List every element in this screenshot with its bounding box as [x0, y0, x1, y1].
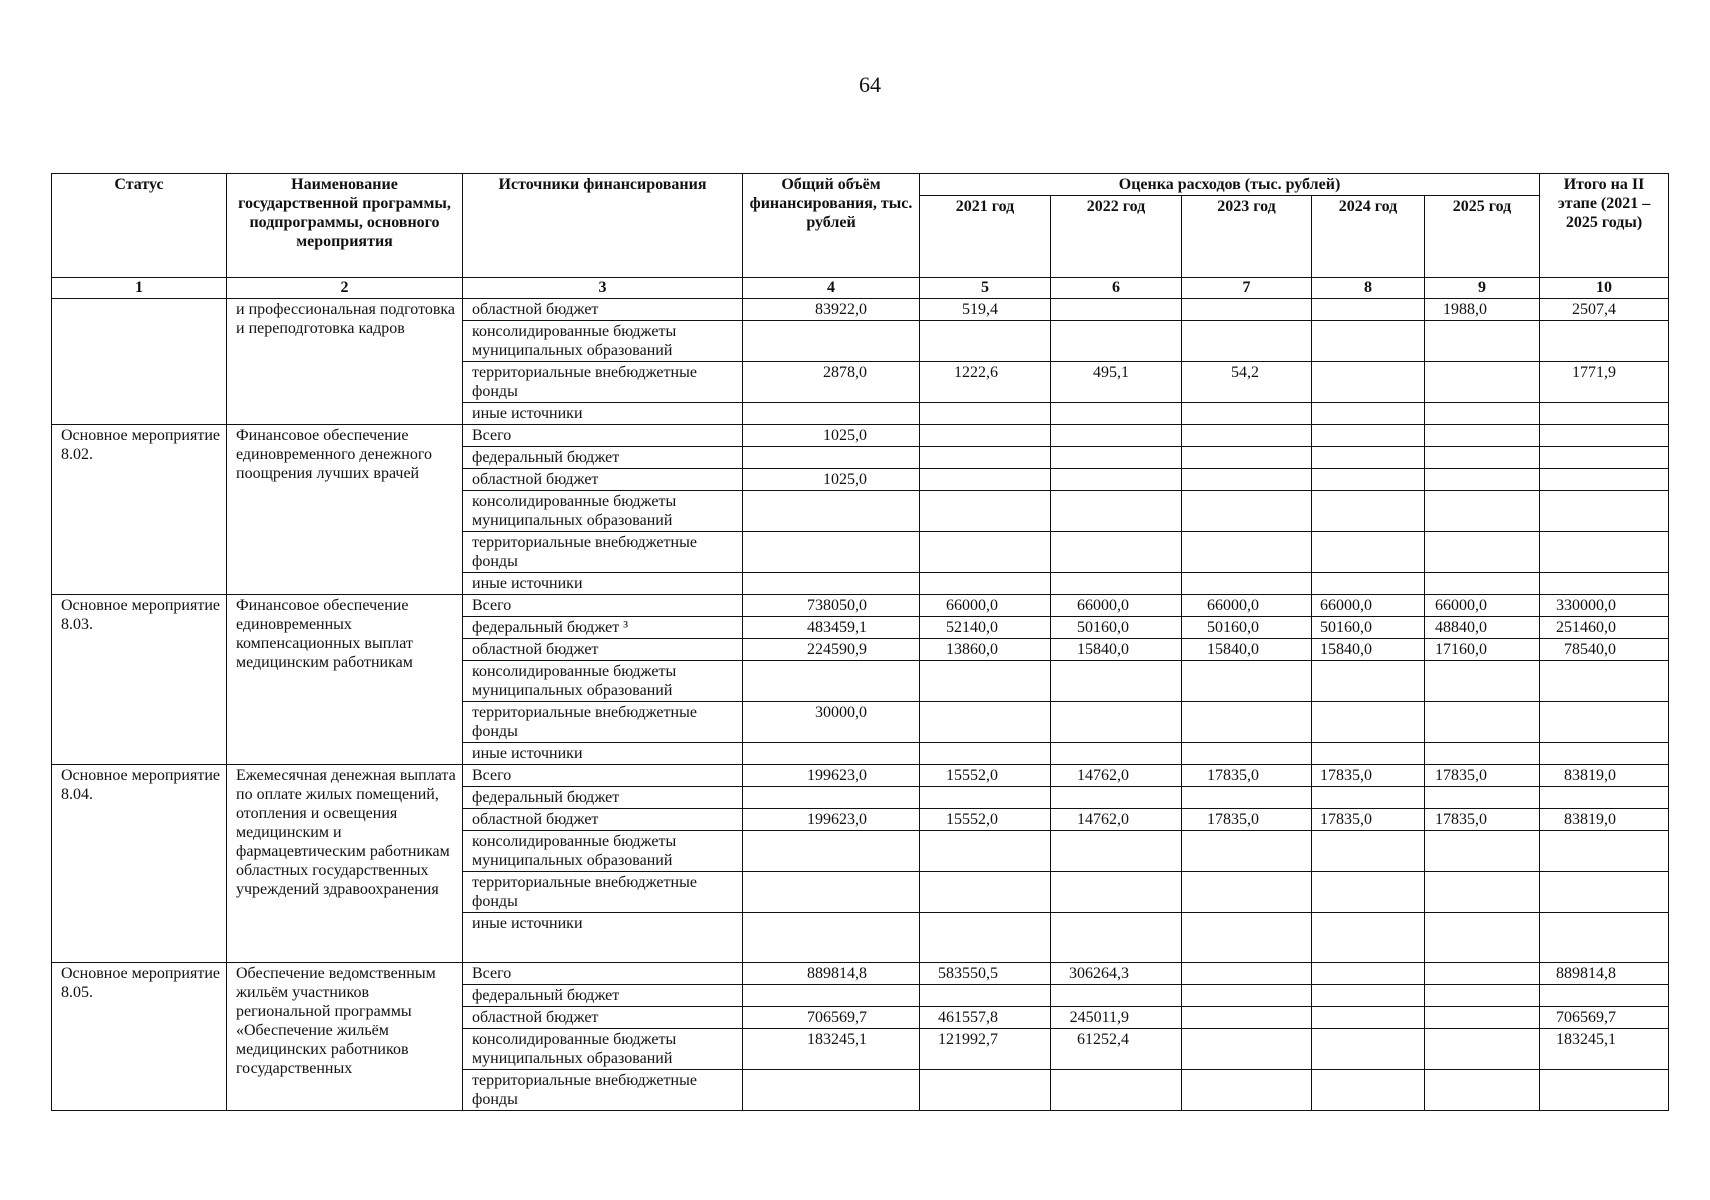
- amount-cell-y2025: [1425, 985, 1540, 1007]
- amount-cell-y2021: [920, 469, 1051, 491]
- amount-cell-y2023: [1182, 787, 1312, 809]
- funding-source-cell: областной бюджет: [463, 639, 743, 661]
- amount-cell-stage: 251460,0: [1540, 617, 1669, 639]
- amount-cell-y2025: [1425, 1070, 1540, 1111]
- amount-cell-y2022: [1051, 321, 1182, 362]
- amount-cell-y2024: [1312, 447, 1425, 469]
- amount-cell-y2024: [1312, 532, 1425, 573]
- amount-cell-y2023: [1182, 985, 1312, 1007]
- amount-cell-stage: 1771,9: [1540, 362, 1669, 403]
- amount-cell-y2023: 50160,0: [1182, 617, 1312, 639]
- amount-cell-stage: 706569,7: [1540, 1007, 1669, 1029]
- amount-cell-y2023: [1182, 469, 1312, 491]
- status-cell: [52, 299, 227, 425]
- amount-cell-y2024: 15840,0: [1312, 639, 1425, 661]
- funding-source-cell: Всего: [463, 425, 743, 447]
- amount-cell-stage: [1540, 1070, 1669, 1111]
- amount-cell-y2025: 17835,0: [1425, 809, 1540, 831]
- amount-cell-y2021: 66000,0: [920, 595, 1051, 617]
- program-name-cell: Финансовое обеспечение единовременного денежного поощрения лучших врачей: [227, 425, 463, 595]
- amount-cell-y2025: [1425, 913, 1540, 963]
- amount-cell-total: 183245,1: [743, 1029, 920, 1070]
- amount-cell-stage: [1540, 913, 1669, 963]
- funding-source-cell: областной бюджет: [463, 809, 743, 831]
- amount-cell-y2021: 519,4: [920, 299, 1051, 321]
- amount-cell-total: [743, 787, 920, 809]
- amount-cell-y2021: 461557,8: [920, 1007, 1051, 1029]
- amount-cell-y2022: [1051, 661, 1182, 702]
- amount-cell-stage: 183245,1: [1540, 1029, 1669, 1070]
- amount-cell-y2024: [1312, 831, 1425, 872]
- amount-cell-y2024: [1312, 963, 1425, 985]
- funding-source-cell: консолидированные бюджеты муниципальных образований: [463, 491, 743, 532]
- amount-cell-y2024: [1312, 1029, 1425, 1070]
- amount-cell-y2024: [1312, 913, 1425, 963]
- amount-cell-y2025: [1425, 872, 1540, 913]
- amount-cell-total: [743, 1070, 920, 1111]
- amount-cell-y2021: [920, 447, 1051, 469]
- amount-cell-y2021: [920, 661, 1051, 702]
- program-name-cell: Обеспечение ведомственным жильём участников региональной программы «Обеспечение жильём медицинских работников государственных: [227, 963, 463, 1111]
- amount-cell-y2025: [1425, 447, 1540, 469]
- amount-cell-y2024: [1312, 403, 1425, 425]
- amount-cell-stage: 889814,8: [1540, 963, 1669, 985]
- column-number: 4: [743, 278, 920, 299]
- amount-cell-y2023: [1182, 403, 1312, 425]
- amount-cell-y2023: [1182, 447, 1312, 469]
- status-cell: Основное мероприятие 8.03.: [52, 595, 227, 765]
- amount-cell-stage: [1540, 447, 1669, 469]
- amount-cell-y2025: [1425, 532, 1540, 573]
- amount-cell-y2024: [1312, 299, 1425, 321]
- amount-cell-y2022: [1051, 425, 1182, 447]
- header-total-volume: Общий объём финансирования, тыс. рублей: [743, 174, 920, 278]
- amount-cell-y2023: 17835,0: [1182, 809, 1312, 831]
- amount-cell-y2025: 17160,0: [1425, 639, 1540, 661]
- header-estimate: Оценка расходов (тыс. рублей): [920, 174, 1540, 196]
- amount-cell-y2022: [1051, 403, 1182, 425]
- amount-cell-y2021: [920, 403, 1051, 425]
- amount-cell-total: [743, 913, 920, 963]
- header-year-2023: 2023 год: [1182, 196, 1312, 278]
- amount-cell-y2023: [1182, 321, 1312, 362]
- amount-cell-y2022: 15840,0: [1051, 639, 1182, 661]
- amount-cell-y2021: [920, 985, 1051, 1007]
- amount-cell-y2024: 66000,0: [1312, 595, 1425, 617]
- amount-cell-y2023: [1182, 425, 1312, 447]
- amount-cell-y2021: 13860,0: [920, 639, 1051, 661]
- amount-cell-total: 706569,7: [743, 1007, 920, 1029]
- amount-cell-y2022: [1051, 787, 1182, 809]
- amount-cell-y2022: 495,1: [1051, 362, 1182, 403]
- amount-cell-stage: [1540, 985, 1669, 1007]
- status-cell: Основное мероприятие 8.04.: [52, 765, 227, 963]
- amount-cell-y2022: 306264,3: [1051, 963, 1182, 985]
- header-sources: Источники финансирования: [463, 174, 743, 278]
- amount-cell-y2022: [1051, 743, 1182, 765]
- amount-cell-y2025: [1425, 831, 1540, 872]
- amount-cell-y2022: 66000,0: [1051, 595, 1182, 617]
- amount-cell-total: 30000,0: [743, 702, 920, 743]
- table-row: [52, 595, 1669, 617]
- amount-cell-stage: 83819,0: [1540, 809, 1669, 831]
- amount-cell-y2024: [1312, 321, 1425, 362]
- amount-cell-y2025: 1988,0: [1425, 299, 1540, 321]
- program-name-cell: Ежемесячная денежная выплата по оплате жилых помещений, отопления и освещения медицинским и фармацевтическим работникам областных государственных учреждений здравоохранения: [227, 765, 463, 963]
- amount-cell-y2024: [1312, 1007, 1425, 1029]
- amount-cell-total: 483459,1: [743, 617, 920, 639]
- amount-cell-y2021: 15552,0: [920, 809, 1051, 831]
- funding-source-cell: территориальные внебюджетные фонды: [463, 872, 743, 913]
- amount-cell-y2025: [1425, 321, 1540, 362]
- amount-cell-y2023: 54,2: [1182, 362, 1312, 403]
- amount-cell-y2024: [1312, 573, 1425, 595]
- amount-cell-y2024: [1312, 491, 1425, 532]
- amount-cell-y2021: [920, 532, 1051, 573]
- funding-source-cell: областной бюджет: [463, 469, 743, 491]
- amount-cell-y2022: [1051, 872, 1182, 913]
- amount-cell-y2025: [1425, 661, 1540, 702]
- funding-source-cell: областной бюджет: [463, 1007, 743, 1029]
- amount-cell-y2025: [1425, 491, 1540, 532]
- amount-cell-y2024: [1312, 1070, 1425, 1111]
- amount-cell-stage: 78540,0: [1540, 639, 1669, 661]
- amount-cell-y2021: [920, 1070, 1051, 1111]
- amount-cell-total: [743, 573, 920, 595]
- amount-cell-y2025: 66000,0: [1425, 595, 1540, 617]
- amount-cell-y2021: 15552,0: [920, 765, 1051, 787]
- amount-cell-total: [743, 321, 920, 362]
- amount-cell-y2023: 66000,0: [1182, 595, 1312, 617]
- amount-cell-stage: [1540, 469, 1669, 491]
- column-number: 9: [1425, 278, 1540, 299]
- amount-cell-total: [743, 743, 920, 765]
- amount-cell-y2025: [1425, 1007, 1540, 1029]
- amount-cell-y2021: [920, 321, 1051, 362]
- column-number: 7: [1182, 278, 1312, 299]
- amount-cell-stage: [1540, 743, 1669, 765]
- funding-source-cell: иные источники: [463, 743, 743, 765]
- amount-cell-y2025: [1425, 425, 1540, 447]
- amount-cell-y2023: [1182, 1007, 1312, 1029]
- amount-cell-stage: 83819,0: [1540, 765, 1669, 787]
- amount-cell-total: [743, 403, 920, 425]
- amount-cell-total: 2878,0: [743, 362, 920, 403]
- amount-cell-y2022: 245011,9: [1051, 1007, 1182, 1029]
- amount-cell-stage: [1540, 573, 1669, 595]
- amount-cell-y2025: [1425, 702, 1540, 743]
- amount-cell-y2021: [920, 831, 1051, 872]
- amount-cell-total: [743, 661, 920, 702]
- funding-source-cell: территориальные внебюджетные фонды: [463, 362, 743, 403]
- amount-cell-y2021: [920, 872, 1051, 913]
- amount-cell-y2024: 17835,0: [1312, 809, 1425, 831]
- table-row: [52, 765, 1669, 787]
- amount-cell-y2024: 17835,0: [1312, 765, 1425, 787]
- amount-cell-y2021: [920, 425, 1051, 447]
- amount-cell-y2021: [920, 913, 1051, 963]
- amount-cell-total: 1025,0: [743, 425, 920, 447]
- amount-cell-y2025: 17835,0: [1425, 765, 1540, 787]
- funding-source-cell: территориальные внебюджетные фонды: [463, 702, 743, 743]
- amount-cell-y2023: [1182, 1029, 1312, 1070]
- amount-cell-y2025: [1425, 362, 1540, 403]
- amount-cell-y2022: [1051, 1070, 1182, 1111]
- amount-cell-y2024: [1312, 661, 1425, 702]
- column-number: 5: [920, 278, 1051, 299]
- amount-cell-stage: [1540, 661, 1669, 702]
- column-number: 10: [1540, 278, 1669, 299]
- funding-source-cell: консолидированные бюджеты муниципальных образований: [463, 661, 743, 702]
- amount-cell-y2025: [1425, 469, 1540, 491]
- funding-source-cell: областной бюджет: [463, 299, 743, 321]
- amount-cell-y2023: [1182, 872, 1312, 913]
- amount-cell-y2023: [1182, 1070, 1312, 1111]
- amount-cell-total: [743, 831, 920, 872]
- budget-table: [51, 173, 1669, 1111]
- table-row: [52, 299, 1669, 321]
- amount-cell-y2023: [1182, 532, 1312, 573]
- amount-cell-stage: [1540, 403, 1669, 425]
- amount-cell-y2023: [1182, 702, 1312, 743]
- amount-cell-y2021: 52140,0: [920, 617, 1051, 639]
- header-year-2024: 2024 год: [1312, 196, 1425, 278]
- amount-cell-y2022: [1051, 573, 1182, 595]
- amount-cell-y2023: 15840,0: [1182, 639, 1312, 661]
- amount-cell-y2023: 17835,0: [1182, 765, 1312, 787]
- funding-source-cell: федеральный бюджет: [463, 447, 743, 469]
- amount-cell-stage: [1540, 787, 1669, 809]
- amount-cell-y2021: 583550,5: [920, 963, 1051, 985]
- amount-cell-y2024: [1312, 787, 1425, 809]
- amount-cell-y2024: [1312, 362, 1425, 403]
- amount-cell-y2024: [1312, 469, 1425, 491]
- amount-cell-y2021: [920, 573, 1051, 595]
- amount-cell-y2021: [920, 491, 1051, 532]
- amount-cell-y2023: [1182, 913, 1312, 963]
- amount-cell-y2022: [1051, 469, 1182, 491]
- amount-cell-y2025: [1425, 787, 1540, 809]
- amount-cell-y2024: [1312, 743, 1425, 765]
- header-name: Наименование государственной программы, подпрограммы, основного мероприятия: [227, 174, 463, 278]
- funding-source-cell: иные источники: [463, 403, 743, 425]
- amount-cell-y2025: [1425, 403, 1540, 425]
- funding-source-cell: федеральный бюджет: [463, 787, 743, 809]
- amount-cell-stage: [1540, 872, 1669, 913]
- funding-source-cell: федеральный бюджет: [463, 985, 743, 1007]
- amount-cell-total: [743, 447, 920, 469]
- header-year-2022: 2022 год: [1051, 196, 1182, 278]
- page-number: 64: [859, 72, 881, 97]
- funding-source-cell: территориальные внебюджетные фонды: [463, 532, 743, 573]
- funding-source-cell: Всего: [463, 963, 743, 985]
- column-number: 3: [463, 278, 743, 299]
- amount-cell-total: 889814,8: [743, 963, 920, 985]
- amount-cell-y2022: [1051, 913, 1182, 963]
- funding-source-cell: федеральный бюджет ³: [463, 617, 743, 639]
- funding-source-cell: Всего: [463, 595, 743, 617]
- amount-cell-y2022: 50160,0: [1051, 617, 1182, 639]
- amount-cell-y2023: [1182, 491, 1312, 532]
- amount-cell-y2023: [1182, 963, 1312, 985]
- amount-cell-y2021: [920, 787, 1051, 809]
- amount-cell-y2021: 121992,7: [920, 1029, 1051, 1070]
- amount-cell-y2025: [1425, 743, 1540, 765]
- program-name-cell: и профессиональная подготовка и переподготовка кадров: [227, 299, 463, 425]
- funding-source-cell: иные источники: [463, 913, 743, 963]
- amount-cell-y2023: [1182, 661, 1312, 702]
- status-cell: Основное мероприятие 8.02.: [52, 425, 227, 595]
- amount-cell-total: 224590,9: [743, 639, 920, 661]
- amount-cell-y2024: [1312, 702, 1425, 743]
- amount-cell-y2022: [1051, 491, 1182, 532]
- amount-cell-y2022: 61252,4: [1051, 1029, 1182, 1070]
- amount-cell-y2025: [1425, 1029, 1540, 1070]
- amount-cell-y2024: [1312, 872, 1425, 913]
- header-year-2021: 2021 год: [920, 196, 1051, 278]
- amount-cell-y2022: [1051, 447, 1182, 469]
- funding-source-cell: консолидированные бюджеты муниципальных образований: [463, 831, 743, 872]
- amount-cell-stage: 330000,0: [1540, 595, 1669, 617]
- amount-cell-y2025: [1425, 963, 1540, 985]
- amount-cell-stage: [1540, 491, 1669, 532]
- amount-cell-y2022: 14762,0: [1051, 765, 1182, 787]
- amount-cell-total: [743, 872, 920, 913]
- amount-cell-total: 199623,0: [743, 809, 920, 831]
- amount-cell-total: [743, 985, 920, 1007]
- table-row: [52, 425, 1669, 447]
- table-row: [52, 963, 1669, 985]
- amount-cell-y2021: [920, 702, 1051, 743]
- amount-cell-y2022: [1051, 831, 1182, 872]
- amount-cell-total: [743, 491, 920, 532]
- header-status: Статус: [52, 174, 227, 278]
- amount-cell-y2024: [1312, 985, 1425, 1007]
- amount-cell-y2024: 50160,0: [1312, 617, 1425, 639]
- column-numbers-row: [52, 278, 1669, 299]
- amount-cell-y2025: [1425, 573, 1540, 595]
- amount-cell-total: 199623,0: [743, 765, 920, 787]
- amount-cell-y2024: [1312, 425, 1425, 447]
- table-body: [52, 299, 1669, 1111]
- amount-cell-y2022: [1051, 532, 1182, 573]
- amount-cell-y2022: [1051, 702, 1182, 743]
- amount-cell-stage: [1540, 321, 1669, 362]
- amount-cell-y2023: [1182, 573, 1312, 595]
- column-number: 6: [1051, 278, 1182, 299]
- amount-cell-y2021: 1222,6: [920, 362, 1051, 403]
- amount-cell-stage: [1540, 532, 1669, 573]
- amount-cell-y2023: [1182, 743, 1312, 765]
- amount-cell-stage: [1540, 831, 1669, 872]
- amount-cell-stage: [1540, 425, 1669, 447]
- amount-cell-y2022: [1051, 985, 1182, 1007]
- amount-cell-total: [743, 532, 920, 573]
- column-number: 1: [52, 278, 227, 299]
- column-number: 2: [227, 278, 463, 299]
- program-name-cell: Финансовое обеспечение единовременных компенсационных выплат медицинским работникам: [227, 595, 463, 765]
- funding-source-cell: консолидированные бюджеты муниципальных образований: [463, 1029, 743, 1070]
- amount-cell-total: 83922,0: [743, 299, 920, 321]
- funding-source-cell: Всего: [463, 765, 743, 787]
- funding-source-cell: иные источники: [463, 573, 743, 595]
- amount-cell-y2023: [1182, 299, 1312, 321]
- amount-cell-y2025: 48840,0: [1425, 617, 1540, 639]
- amount-cell-total: 738050,0: [743, 595, 920, 617]
- funding-source-cell: территориальные внебюджетные фонды: [463, 1070, 743, 1111]
- amount-cell-y2022: 14762,0: [1051, 809, 1182, 831]
- amount-cell-y2023: [1182, 831, 1312, 872]
- column-number: 8: [1312, 278, 1425, 299]
- status-cell: Основное мероприятие 8.05.: [52, 963, 227, 1111]
- funding-source-cell: консолидированные бюджеты муниципальных образований: [463, 321, 743, 362]
- amount-cell-stage: [1540, 702, 1669, 743]
- amount-cell-total: 1025,0: [743, 469, 920, 491]
- header-stage-total: Итого на II этапе (2021 – 2025 годы): [1540, 174, 1669, 278]
- amount-cell-stage: 2507,4: [1540, 299, 1669, 321]
- amount-cell-y2022: [1051, 299, 1182, 321]
- header-year-2025: 2025 год: [1425, 196, 1540, 278]
- amount-cell-y2021: [920, 743, 1051, 765]
